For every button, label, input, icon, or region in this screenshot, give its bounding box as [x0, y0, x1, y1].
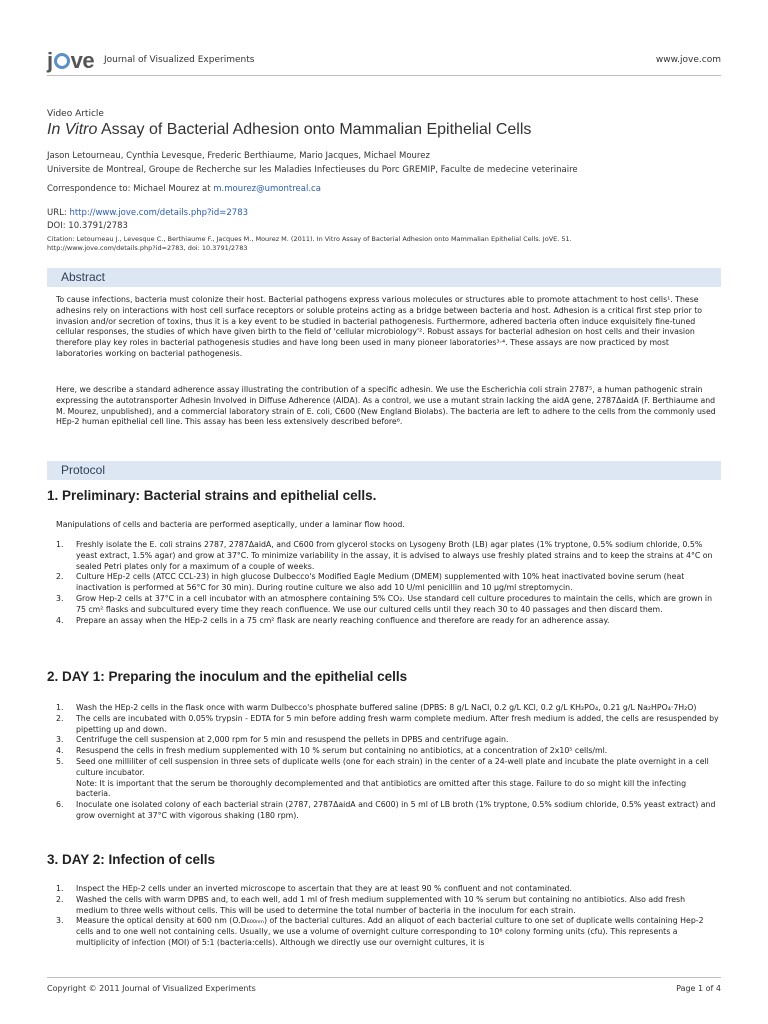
- step-number: 1.: [56, 540, 64, 549]
- site-url[interactable]: www.jove.com: [655, 55, 721, 65]
- step-text: The cells are incubated with 0.05% trypsin - EDTA for 5 min before adding fresh warm complete medium. After fresh medium is added, the cells are resuspended by pipetting up and down.: [76, 713, 719, 734]
- title-italic: In Vitro: [47, 121, 98, 138]
- page-footer: [47, 977, 721, 993]
- protocol-step: [56, 540, 719, 572]
- section-2-title: 2. DAY 1: Preparing the inoculum and the epithelial cells: [47, 669, 408, 684]
- affiliation: Universite de Montreal, Groupe de Recherche sur les Maladies Infectieuses du Porc GREMIP, Faculte de medecine veterinaire: [47, 165, 578, 175]
- step-text: Measure the optical density at 600 nm (O.D₆₀₀ₙₘ) of the bacterial cultures. Add an aliquot of each bacterial culture to one set of duplicate wells containing Hep-2 cells and to one well not containing cells. Usually, we use a volume of overnight culture corresponding to 10⁶ colony forming units (cfu). This represents a multiplicity of infection (MOI) of 5:1 (bacteria:cells). Although we directly use our overnight cultures, it is: [76, 916, 704, 947]
- step-text: Freshly isolate the E. coli strains 2787, 2787ΔaidA, and C600 from glycerol stocks on Lysogeny Broth (LB) agar plates (1% tryptone, 0.5% sodium chloride, 0.5% yeast extract, 1.5% agar) and grow at 37°C. To minimize variability in the assay, it is advised to always use freshly plated strains and to keep the strains at 4°C on sealed Petri plates only for a maximum of a couple of weeks.: [76, 540, 713, 571]
- correspondence: [47, 184, 721, 194]
- step-number: 5.: [56, 756, 64, 766]
- protocol-step: [56, 714, 719, 736]
- step-number: 4.: [56, 746, 64, 756]
- protocol-step: [56, 594, 719, 616]
- step-text: Inoculate one isolated colony of each bacterial strain (2787, 2787ΔaidA and C600) in 5 ml of LB broth (1% tryptone, 0.5% sodium chloride, 0.5% yeast extract) and grow overnight at 37°C with vigorous shaking (180 rpm).: [76, 800, 716, 820]
- step-number: 2.: [56, 894, 64, 904]
- step-text: Centrifuge the cell suspension at 2,000 rpm for 5 min and resuspend the pellets in DPBS and centrifuge again.: [76, 735, 509, 745]
- correspondence-label: Correspondence to: Michael Mourez at: [47, 184, 214, 194]
- step-number: 3.: [56, 916, 64, 926]
- step-text: Resuspend the cells in fresh medium supplemented with 10 % serum but containing no antibiotics, at a concentration of 2x10⁵ cells/ml.: [76, 746, 608, 756]
- page-number: Page 1 of 4: [676, 984, 721, 993]
- step-number: 2.: [56, 713, 64, 723]
- section-1-steps: [56, 540, 719, 626]
- jove-logo[interactable]: j ve: [47, 48, 95, 73]
- step-number: 2.: [56, 572, 64, 582]
- protocol-step: [56, 703, 719, 714]
- section-1-intro: Manipulations of cells and bacteria are performed aseptically, under a laminar flow hood.: [56, 520, 405, 529]
- section-1-title: 1. Preliminary: Bacterial strains and epithelial cells.: [47, 488, 377, 503]
- article-url: [47, 208, 721, 218]
- section-3-title: 3. DAY 2: Infection of cells: [47, 852, 216, 867]
- step-number: 3.: [56, 735, 64, 745]
- step-note: Note: It is important that the serum be thoroughly decomplemented and that antibiotics are omitted after this stage. Failure to do so might kill the infecting bacteria.: [76, 778, 687, 799]
- step-number: 1.: [56, 884, 64, 893]
- article-title: [47, 121, 531, 139]
- step-text: Seed one milliliter of cell suspension in three sets of duplicate wells (one for each strain) in the center of a 24-well plate and incubate the plate overnight in a cell culture incubator.: [76, 756, 709, 777]
- authors: Jason Letourneau, Cynthia Levesque, Frederic Berthiaume, Mario Jacques, Michael Mourez: [47, 151, 430, 161]
- step-number: 4.: [56, 615, 64, 625]
- protocol-heading: Protocol: [47, 461, 721, 480]
- step-number: 6.: [56, 800, 64, 810]
- step-text: Grow Hep-2 cells at 37°C in a cell incubator with an atmosphere containing 5% CO₂. Use standard cell culture procedures to maintain the cells, which are grown in 75 cm² flasks and subcultured every time they reach confluence. We use our cultured cells until they reach 30 to 40 passages and then discard them.: [76, 593, 713, 614]
- logo-o-icon: [54, 53, 70, 69]
- protocol-step: [56, 616, 719, 627]
- protocol-step: [56, 572, 719, 594]
- citation-line-2: http://www.jove.com/details.php?id=2783, doi: 10.3791/2783: [47, 244, 248, 252]
- protocol-step: [56, 746, 719, 757]
- step-text: Prepare an assay when the HEp-2 cells in a 75 cm² flask are nearly reaching confluence and therefore are ready for an adherence assay.: [76, 615, 610, 625]
- step-text: Wash the HEp-2 cells in the flask once with warm Dulbecco's phosphate buffered saline (DPBS: 8 g/L NaCl, 0.2 g/L KCl, 0.2 g/L KH₂PO₄, 0.21 g/L Na₂HPO₄·7H₂O): [76, 703, 697, 712]
- copyright: Copyright © 2011 Journal of Visualized Experiments: [47, 984, 256, 993]
- page-header: [47, 44, 721, 76]
- citation: [47, 235, 721, 253]
- protocol-step: [56, 895, 719, 917]
- section-2-steps: [56, 703, 719, 822]
- step-text: Inspect the HEp-2 cells under an inverted microscope to ascertain that they are at least 90 % confluent and not contaminated.: [76, 884, 573, 893]
- journal-name: Journal of Visualized Experiments: [104, 55, 255, 65]
- protocol-step: [56, 757, 719, 800]
- protocol-step: [56, 916, 719, 948]
- citation-line-1: Citation: Letourneau J., Levesque C., Berthiaume F., Jacques M., Mourez M. (2011). In Vitro Assay of Bacterial Adhesion onto Mammalian Epithelial Cells. JoVE. 51.: [47, 235, 572, 243]
- protocol-step: [56, 735, 719, 746]
- article-type: Video Article: [47, 109, 104, 119]
- step-text: Washed the cells with warm DPBS and, to each well, add 1 ml of fresh medium supplemented with 10 % serum but containing no antibiotics. Also add fresh medium to three wells without cells. This will be used to determine the total number of bacteria in the inoculum for each strain.: [76, 894, 686, 915]
- correspondence-email-link[interactable]: m.mourez@umontreal.ca: [213, 184, 321, 194]
- protocol-step: [56, 884, 719, 895]
- url-link[interactable]: http://www.jove.com/details.php?id=2783: [69, 208, 249, 218]
- step-number: 3.: [56, 593, 64, 603]
- abstract-paragraph-1: To cause infections, bacteria must colonize their host. Bacterial pathogens express various molecules or structures able to promote attachment to host cells¹. These adhesins rely on interactions with host cell surface receptors or soluble proteins acting as a bridge between bacteria and host. Adhesion is a critical first step prior to invasion and/or secretion of toxins, thus it is a key event to be studied in bacterial pathogenesis. Furthermore, adhered bacteria often induce exquisitely fine-tuned cellular responses, the studies of which have given birth to the field of 'cellular microbiology'². Robust assays for bacterial adhesion on host cells and their invasion therefore play key roles in bacterial pathogenesis studies and have long been used in many pioneer laboratories³·⁴. These assays are now practiced by most laboratories working on bacterial pathogenesis.: [56, 295, 703, 358]
- protocol-step: [56, 800, 719, 822]
- doi: DOI: 10.3791/2783: [47, 221, 128, 231]
- step-text: Culture HEp-2 cells (ATCC CCL-23) in high glucose Dulbecco's Modified Eagle Medium (DMEM) supplemented with 10% heat inactivated bovine serum (heat inactivation is performed at 56°C for 30 min). During routine culture we also add 10 U/ml penicillin and 10 µg/ml streptomycin.: [76, 572, 685, 593]
- abstract-paragraph-2: Here, we describe a standard adherence assay illustrating the contribution of a specific adhesin. We use the Escherichia coli strain 2787⁵, a human pathogenic strain expressing the autotransporter Adhesin Involved in Diffuse Adherence (AIDA). As a control, we use a mutant strain lacking the aidA gene, 2787ΔaidA (F. Berthiaume and M. Mourez, unpublished), and a commercial laboratory strain of E. coli, C600 (New England Biolabs). The bacteria are left to adhere to the cells from the commonly used HEp-2 human epithelial cell line. This assay has been less extensively described before⁶.: [56, 385, 716, 427]
- url-label: URL:: [47, 208, 70, 218]
- step-number: 1.: [56, 703, 64, 712]
- title-rest: Assay of Bacterial Adhesion onto Mammalian Epithelial Cells: [97, 121, 532, 138]
- abstract-heading: Abstract: [47, 268, 721, 287]
- section-3-steps: [56, 884, 719, 949]
